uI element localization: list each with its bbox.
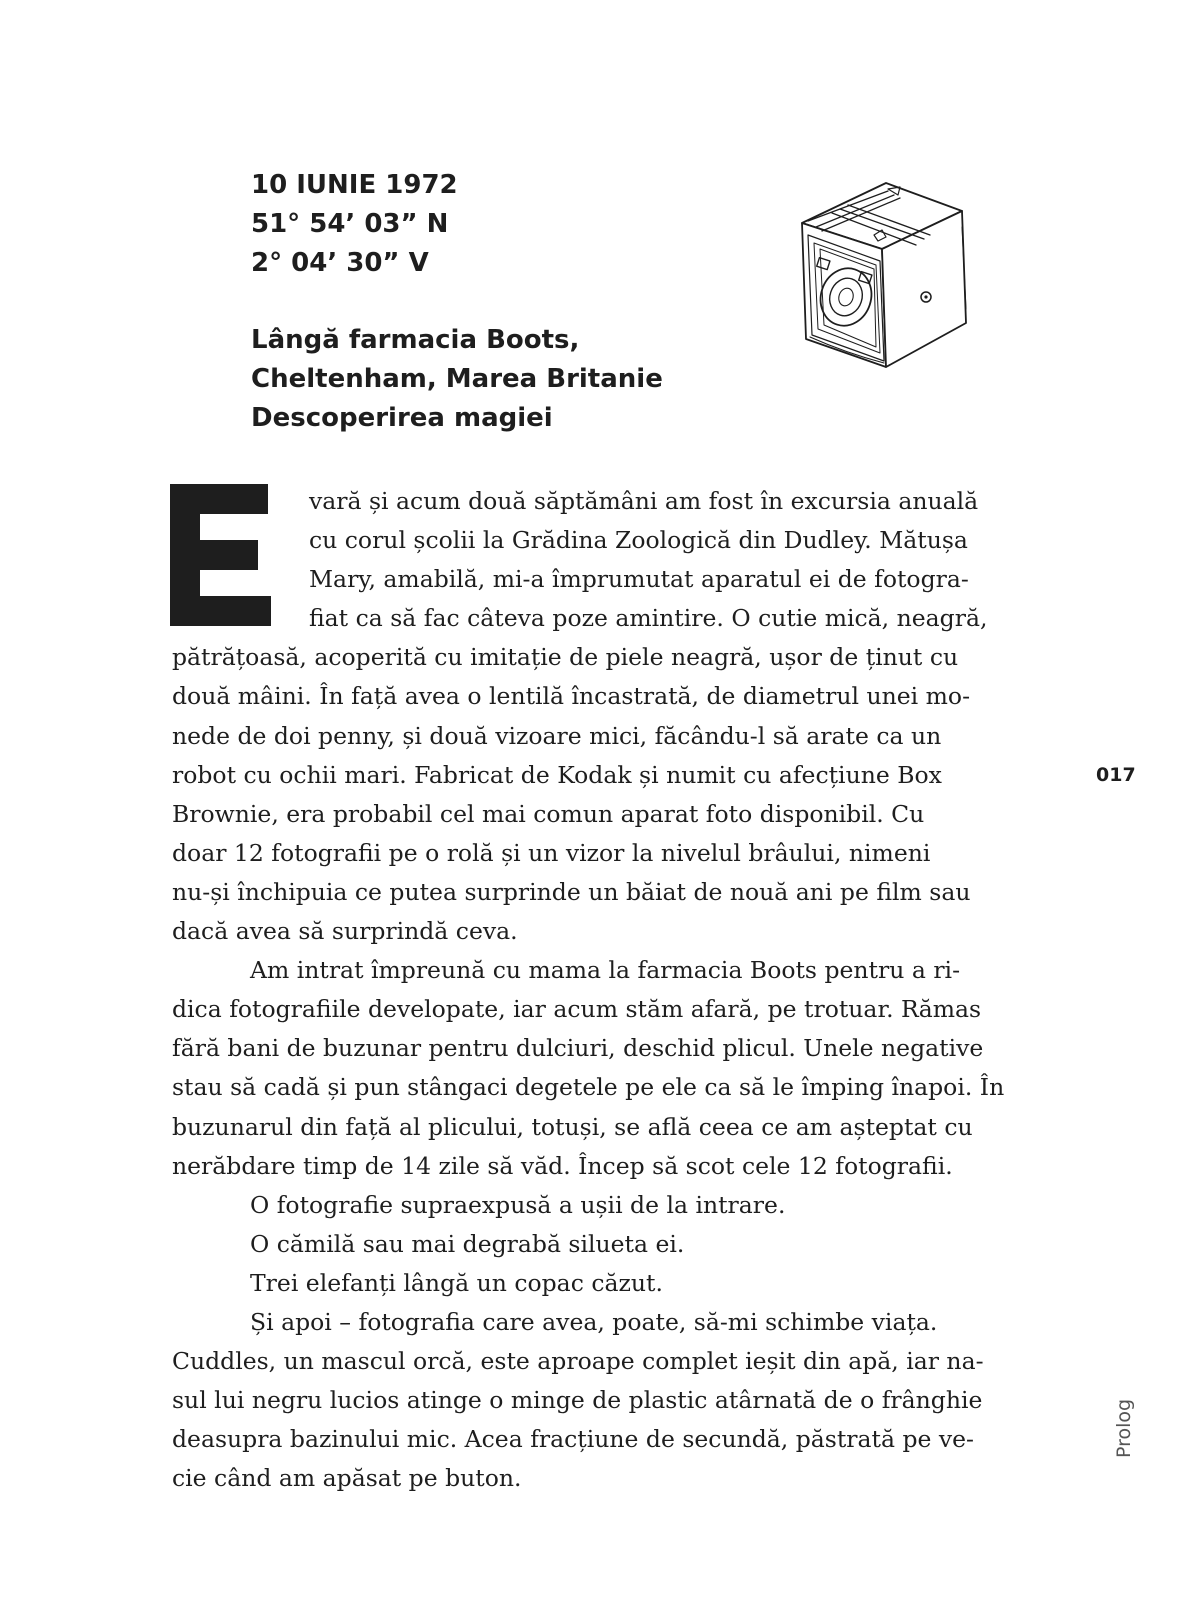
text-line: Am intrat împreună cu mama la farmacia Boots pentru a ri- — [250, 956, 961, 985]
text-line: fiat ca să fac câteva poze amintire. O cutie mică, neagră, — [309, 604, 988, 633]
text-line: robot cu ochii mari. Fabricat de Kodak și numit cu afecțiune Box — [172, 760, 942, 789]
text-line: cie când am apăsat pe buton. — [172, 1464, 522, 1493]
text-line: cu corul școlii la Grădina Zoologică din Dudley. Mătușa — [309, 526, 968, 555]
text-line: doar 12 fotografii pe o rolă și un vizor la nivelul brâului, nimeni — [172, 838, 931, 867]
text-line: deasupra bazinului mic. Acea fracțiune de secundă, păstrată pe ve- — [172, 1425, 974, 1454]
chapter-header — [251, 166, 663, 438]
text-line: Brownie, era probabil cel mai comun aparat foto disponibil. Cu — [172, 799, 925, 828]
longitude-heading: 2° 04’ 30” V — [251, 248, 429, 278]
text-line: dacă avea să surprindă ceva. — [172, 917, 518, 946]
page-number: 017 — [1096, 764, 1136, 786]
text-line: nerăbdare timp de 14 zile să văd. Încep să scot cele 12 fotografii. — [172, 1151, 953, 1180]
box-brownie-camera-icon — [796, 177, 976, 377]
text-line: sul lui negru lucios atinge o minge de plastic atârnată de o frânghie — [172, 1386, 983, 1415]
text-line: Și apoi – fotografia care avea, poate, să-mi schimbe viața. — [250, 1307, 938, 1336]
place-heading-line1: Lângă farmacia Boots, — [251, 325, 580, 355]
text-line: stau să cadă și pun stângaci degetele pe ele ca să le împing înapoi. În — [172, 1073, 1005, 1102]
text-line: Trei elefanți lângă un copac căzut. — [250, 1268, 663, 1297]
date-heading: 10 IUNIE 1972 — [251, 170, 458, 200]
text-line: fără bani de buzunar pentru dulciuri, deschid plicul. Unele negative — [172, 1034, 984, 1063]
chapter-title: Descoperirea magiei — [251, 403, 553, 433]
text-line: două mâini. În față avea o lentilă încastrată, de diametrul unei mo- — [172, 682, 971, 711]
text-line: Cuddles, un mascul orcă, este aproape complet ieșit din apă, iar na- — [172, 1347, 984, 1376]
text-line: dica fotografiile developate, iar acum stăm afară, pe trotuar. Rămas — [172, 995, 982, 1024]
text-line: pătrățoasă, acoperită cu imitație de piele neagră, ușor de ținut cu — [172, 643, 959, 672]
section-label: Prolog — [1113, 1398, 1135, 1458]
text-line: vară și acum două săptămâni am fost în excursia anuală — [309, 487, 979, 515]
text-line: buzunarul din față al plicului, totuși, se află ceea ce am așteptat cu — [172, 1112, 973, 1141]
text-line: nede de doi penny, și două vizoare mici, făcându-l să arate ca un — [172, 721, 942, 750]
place-heading-line2: Cheltenham, Marea Britanie — [251, 364, 663, 394]
text-line: Mary, amabilă, mi-a împrumutat aparatul ei de fotogra- — [309, 565, 969, 594]
body-text — [172, 482, 1047, 1498]
latitude-heading: 51° 54’ 03” N — [251, 209, 449, 239]
text-line: O fotografie supraexpusă a ușii de la intrare. — [250, 1190, 786, 1219]
text-line: nu-și închipuia ce putea surprinde un băiat de nouă ani pe film sau — [172, 877, 971, 906]
text-line: O cămilă sau mai degrabă silueta ei. — [250, 1229, 685, 1258]
